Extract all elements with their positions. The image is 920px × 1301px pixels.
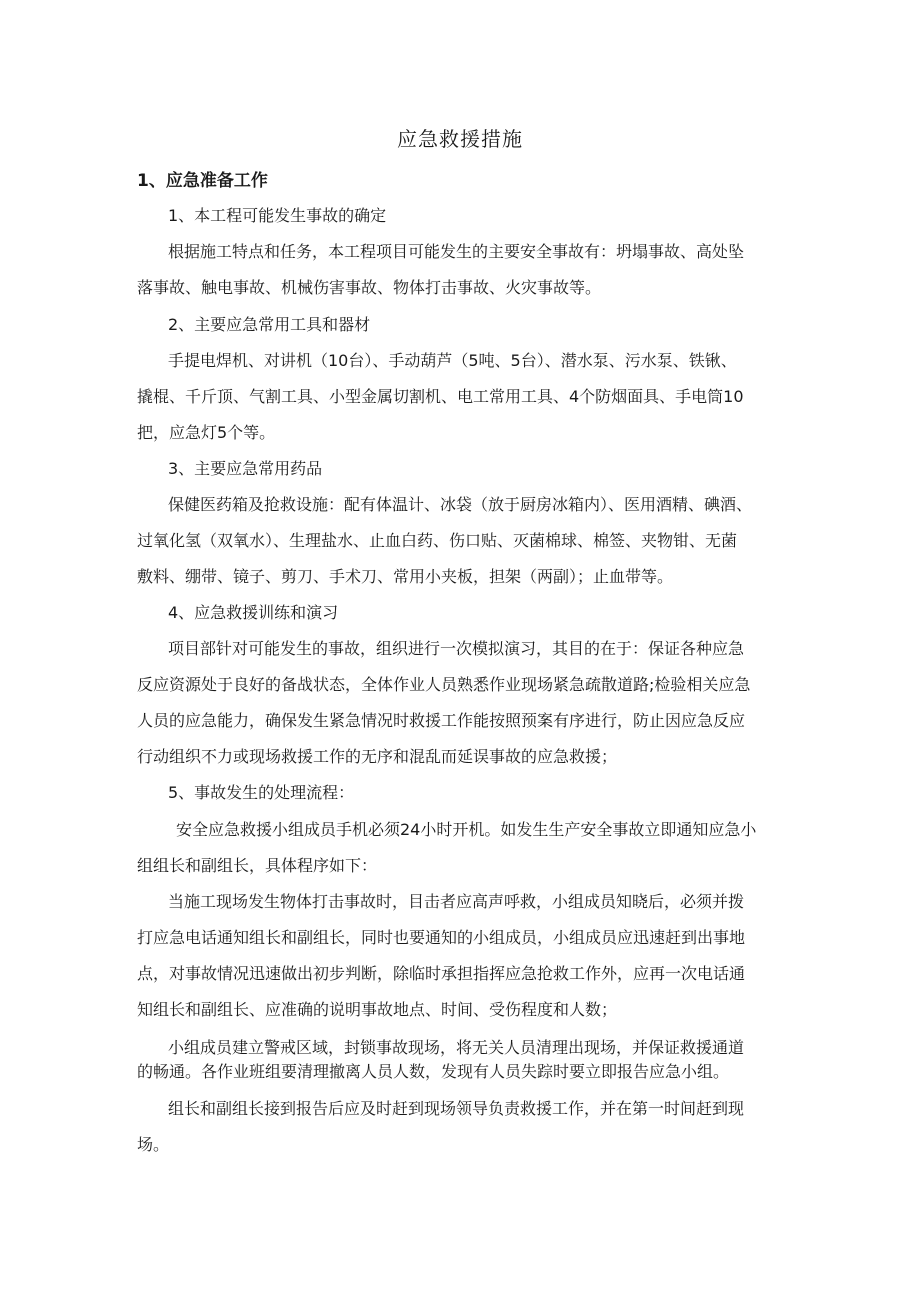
item-2-paragraph-line: 把，应急灯5个等。 xyxy=(137,423,276,442)
procedure-paragraph-line: 知组长和副组长、应准确的说明事故地点、时间、受伤程度和人数； xyxy=(137,1000,618,1019)
item-4-paragraph-line: 人员的应急能力，确保发生紧急情况时救援工作能按照预案有序进行，防止因应急反应 xyxy=(137,711,746,730)
section-heading: 1、应急准备工作 xyxy=(137,171,268,191)
item-2-heading: 2、主要应急常用工具和器材 xyxy=(168,315,371,334)
procedure-paragraph-line: 小组成员建立警戒区域，封锁事故现场，将无关人员清理出现场，并保证救援通道 xyxy=(168,1038,745,1057)
item-3-paragraph-line: 保健医药箱及抢救设施：配有体温计、冰袋（放于厨房冰箱内）、医用酒精、碘酒、 xyxy=(168,495,753,514)
item-3-paragraph-line: 过氧化氢（双氧水）、生理盐水、止血白药、伤口贴、灭菌棉球、棉签、夹物钳、无菌 xyxy=(137,531,738,550)
page-title: 应急救援措施 xyxy=(397,127,523,151)
item-1-heading: 1、本工程可能发生事故的确定 xyxy=(168,206,387,225)
item-5-paragraph-line: 组组长和副组长，具体程序如下： xyxy=(137,856,378,875)
item-5-paragraph-line: 安全应急救援小组成员手机必须24小时开机。如发生生产安全事故立即通知应急小 xyxy=(176,820,757,839)
item-4-paragraph-line: 行动组织不力或现场救援工作的无序和混乱而延误事故的应急救援； xyxy=(137,747,618,766)
item-4-paragraph-line: 反应资源处于良好的备战状态，全体作业人员熟悉作业现场紧急疏散道路;检验相关应急 xyxy=(137,675,751,694)
item-4-heading: 4、应急救援训练和演习 xyxy=(168,603,339,622)
item-3-heading: 3、主要应急常用药品 xyxy=(168,459,323,478)
item-1-paragraph-line: 根据施工特点和任务，本工程项目可能发生的主要安全事故有：坍塌事故、高处坠 xyxy=(168,242,745,261)
procedure-paragraph-line: 的畅通。各作业班组要清理撤离人员人数，发现有人员失踪时要立即报告应急小组。 xyxy=(137,1062,730,1081)
item-2-paragraph-line: 手提电焊机、对讲机（10台）、手动葫芦（5吨、5台）、潜水泵、污水泵、铁锹、 xyxy=(168,351,737,370)
procedure-paragraph-line: 点，对事故情况迅速做出初步判断，除临时承担指挥应急抢救工作外，应再一次电话通 xyxy=(137,964,746,983)
procedure-paragraph-line: 场。 xyxy=(137,1135,170,1154)
item-5-heading: 5、事故发生的处理流程： xyxy=(168,783,355,802)
procedure-paragraph-line: 打应急电话通知组长和副组长，同时也要通知的小组成员，小组成员应迅速赶到出事地 xyxy=(137,928,746,947)
item-1-paragraph-line: 落事故、触电事故、机械伤害事故、物体打击事故、火灾事故等。 xyxy=(137,278,602,297)
item-3-paragraph-line: 敷料、绷带、镜子、剪刀、手术刀、常用小夹板，担架（两副）；止血带等。 xyxy=(137,567,674,586)
item-4-paragraph-line: 项目部针对可能发生的事故，组织进行一次模拟演习，其目的在于：保证各种应急 xyxy=(168,639,745,658)
procedure-paragraph-line: 组长和副组长接到报告后应及时赶到现场领导负责救援工作，并在第一时间赶到现 xyxy=(168,1099,745,1118)
item-2-paragraph-line: 撬棍、千斤顶、气割工具、小型金属切割机、电工常用工具、4个防烟面具、手电筒10 xyxy=(137,387,744,406)
procedure-paragraph-line: 当施工现场发生物体打击事故时，目击者应高声呼救，小组成员知晓后，必须并拨 xyxy=(168,892,745,911)
